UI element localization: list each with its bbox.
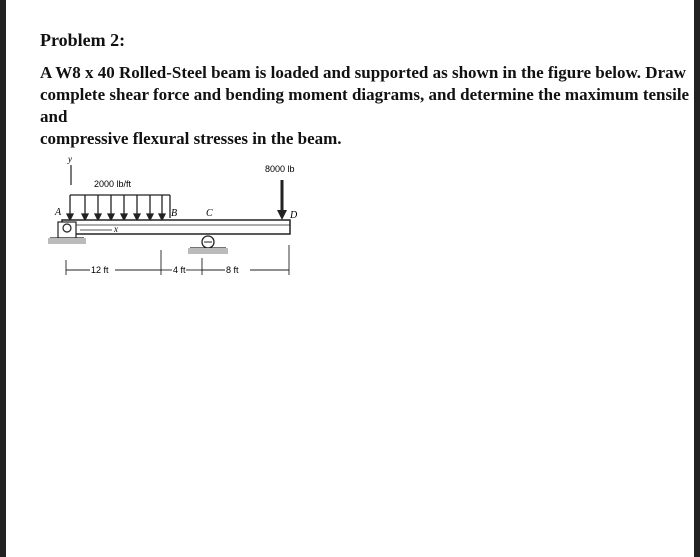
dimension-bc: 4 ft: [173, 265, 186, 275]
statement-line-1: A W8 x 40 Rolled-Steel beam is loaded and supported as shown in the figure below. Draw: [40, 63, 686, 82]
point-load-arrowhead: [277, 210, 287, 220]
distributed-load-label: 2000 lb/ft: [94, 179, 132, 189]
beam-figure: [40, 150, 310, 305]
x-axis-label: x: [114, 224, 118, 234]
problem-statement: [40, 62, 690, 150]
roller-support-c: [188, 236, 228, 254]
dimension-cd: 8 ft: [226, 265, 239, 275]
statement-line-3: compressive flexural stresses in the beam.: [40, 129, 342, 148]
right-page-border: [694, 0, 700, 557]
y-axis-label: y: [68, 154, 72, 164]
left-page-border: [0, 0, 6, 557]
distributed-load-arrows: [67, 195, 170, 220]
beam-diagram: [40, 150, 310, 300]
point-a-label: A: [55, 207, 62, 218]
point-load-label: 8000 lb: [265, 164, 295, 174]
beam: [62, 220, 290, 234]
point-c-label: C: [206, 208, 213, 219]
point-d-label: D: [290, 210, 298, 221]
statement-line-2: complete shear force and bending moment diagrams, and determine the maximum tensile and: [40, 85, 690, 126]
dimension-ab: 12 ft: [91, 265, 109, 275]
problem-title: Problem 2:: [40, 30, 126, 50]
point-b-label: B: [171, 208, 178, 219]
